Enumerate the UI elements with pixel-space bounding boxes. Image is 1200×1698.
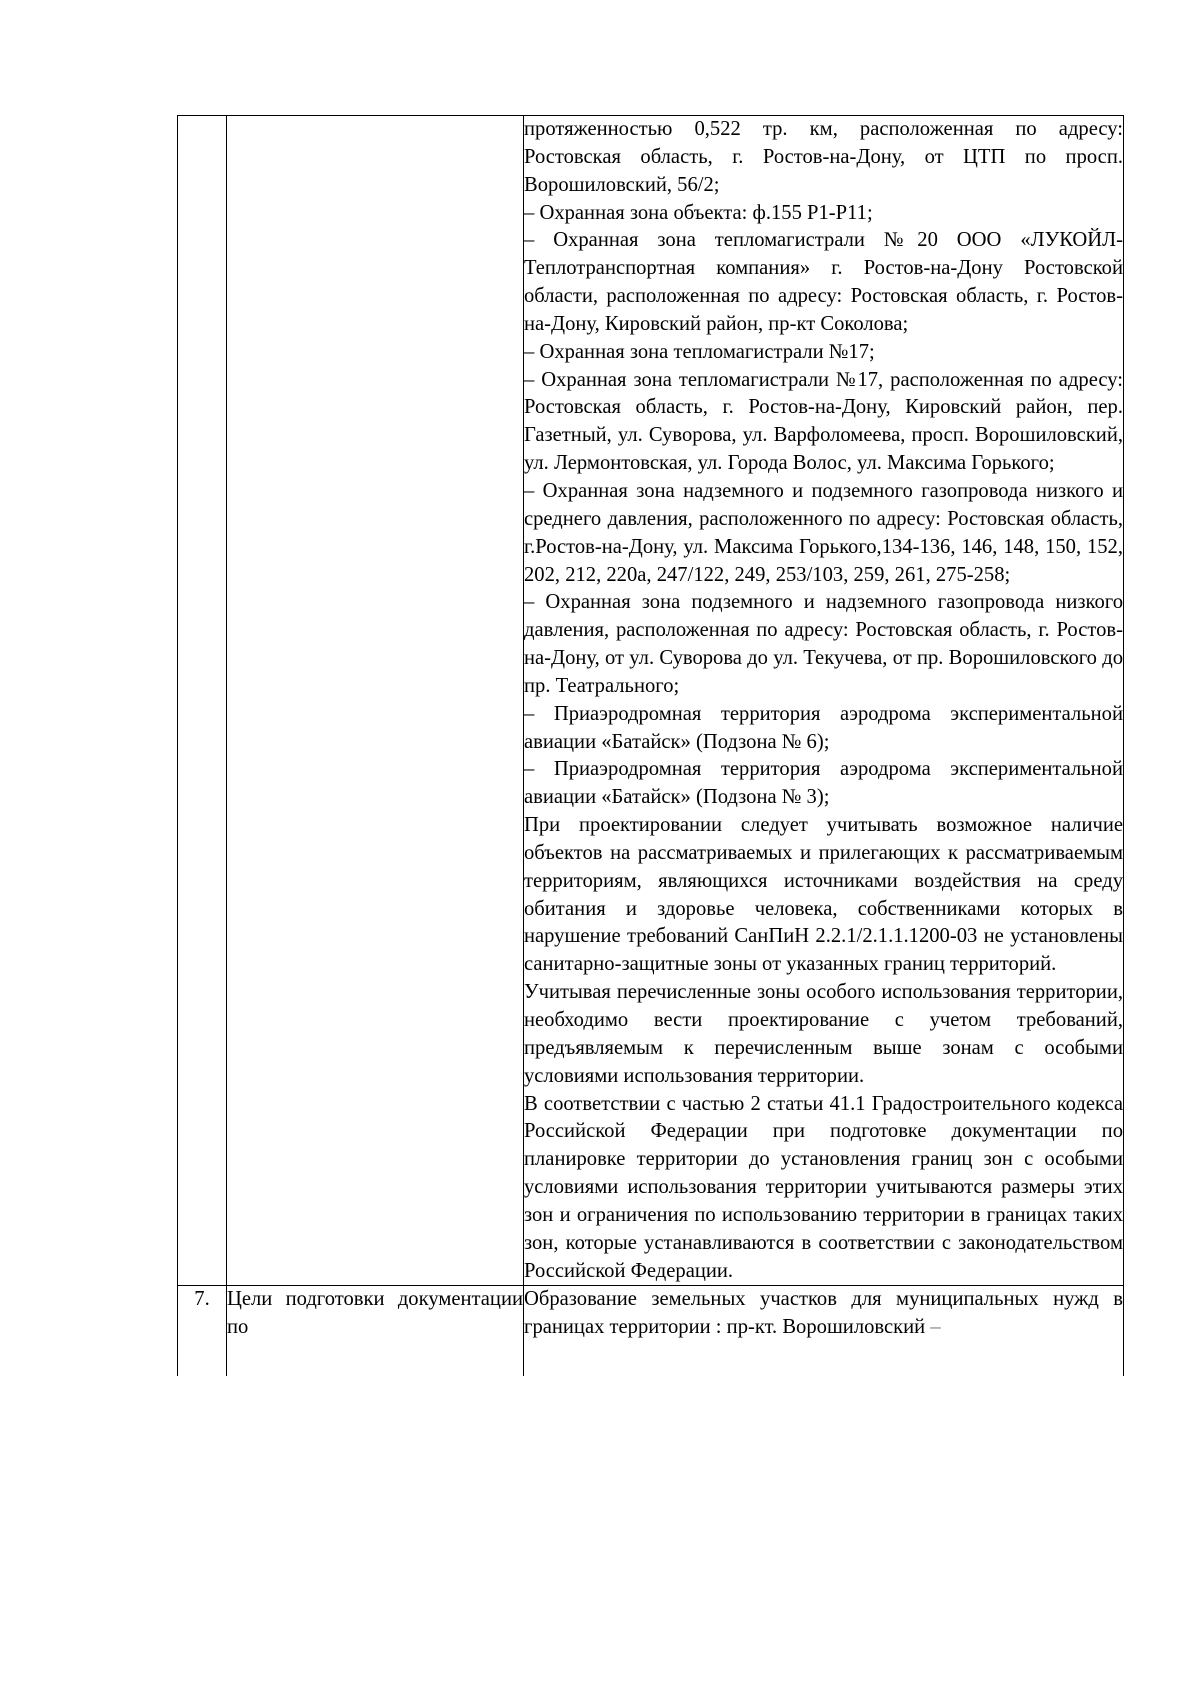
paragraph: – Приаэродромная территория аэродрома экспериментальной авиации «Батайск» (Подзона № 6);	[524, 702, 1123, 753]
value-cell	[524, 116, 1124, 1286]
document-table	[177, 115, 1124, 1376]
paragraph: – Охранная зона тепломагистрали №17;	[524, 340, 875, 363]
paragraph: – Охранная зона подземного и надземного газопровода низкого давления, расположенная по адресу: Ростовская область, г. Ростов-на-Дону, от ул. Суворова до ул. Текучева, от пр. Ворошиловского до пр. Театрального;	[524, 591, 1123, 697]
row-value-dash: –	[930, 1316, 941, 1339]
paragraph: В соответствии с частью 2 статьи 41.1 Градостроительного кодекса Российской Федерации при подготовке документации по планировке территории до установления границ зон с особыми условиями использования территории учитываются размеры этих зон и ограничения по использованию территории в границах таких зон, которые устанавливаются в соответствии с законодательством Российской Федерации.	[524, 1092, 1123, 1282]
number-cell	[178, 116, 227, 1286]
table-row-7	[178, 1286, 1124, 1376]
table-row-continuation	[178, 116, 1124, 1286]
row-value	[524, 1286, 1124, 1376]
paragraph: – Охранная зона объекта: ф.155 Р1-Р11;	[524, 201, 873, 224]
paragraph: – Охранная зона тепломагистрали №20 ООО «ЛУКОЙЛ-Теплотранспортная компания» г. Ростов-на-Дону Ростовской области, расположенная по адресу: Ростовская область, г. Ростов-на-Дону, Кировский район, пр-кт Соколова;	[524, 229, 1123, 335]
row-value-text: Образование земельных участков для муниципальных нужд в границах территории : пр-кт. Ворошиловский	[524, 1288, 1123, 1339]
paragraph: – Приаэродромная территория аэродрома экспериментальной авиации «Батайск» (Подзона № 3);	[524, 758, 1123, 809]
paragraph: протяженностью 0,522 тр. км, расположенная по адресу: Ростовская область, г. Ростов-на-Дону, от ЦТП по просп. Ворошиловский, 56/2;	[524, 118, 1123, 196]
paragraph: – Охранная зона надземного и подземного газопровода низкого и среднего давления, расположенного по адресу: Ростовская область, г.Ростов-на-Дону, ул. Максима Горького,134-136, 146, 148, 150, 152, 202, 212, 220а, 247/122, 249, 253/103, 259, 261, 275-258;	[524, 479, 1123, 586]
row-label: Цели подготовки документации по	[227, 1286, 524, 1376]
paragraph: Учитывая перечисленные зоны особого использования территории, необходимо вести проектирование с учетом требований, предъявляемым к перечисленным выше зонам с особыми условиями использования территории.	[524, 981, 1123, 1087]
paragraph: – Охранная зона тепломагистрали №17, расположенная по адресу: Ростовская область, г. Ростов-на-Дону, Кировский район, пер. Газетный, ул. Суворова, ул. Варфоломеева, просп. Ворошиловский, ул. Лермонтовская, ул. Города Волос, ул. Максима Горького;	[524, 368, 1123, 475]
paragraph: При проектировании следует учитывать возможное наличие объектов на рассматриваемых и прилегающих к рассматриваемым территориям, являющихся источниками воздействия на среду обитания и здоровье человека, собственниками которых в нарушение требований СанПиН 2.2.1/2.1.1.1200-03 не установлены санитарно-защитные зоны от указанных границ территорий.	[524, 814, 1123, 976]
row-number: 7.	[178, 1286, 227, 1376]
label-cell	[227, 116, 524, 1286]
